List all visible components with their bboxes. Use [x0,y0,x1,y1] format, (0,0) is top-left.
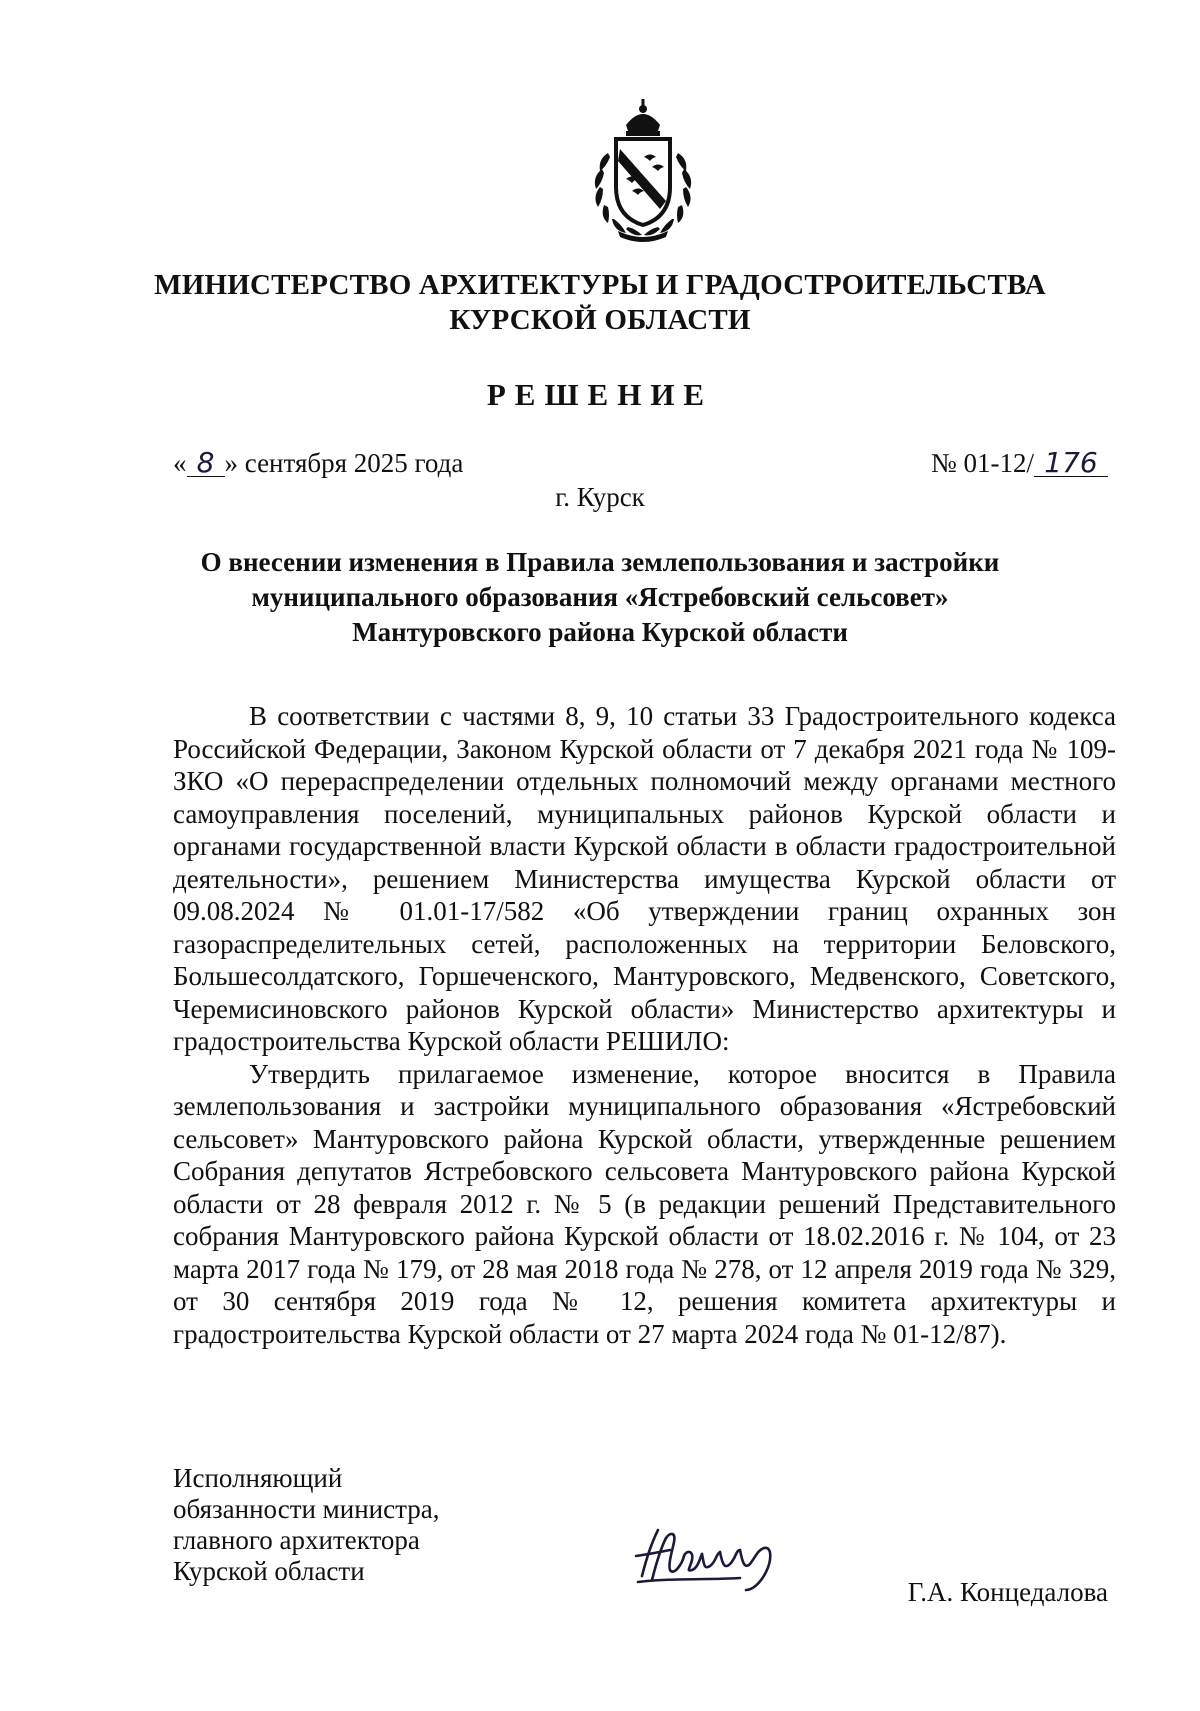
subject-line3: Мантуровского района Курской области [352,617,848,647]
number-handwritten: 176 [1034,450,1108,477]
date-open-quote: « [173,448,187,478]
signer-name: Г.А. Концедалова [907,1577,1108,1607]
coat-of-arms-icon [568,95,718,245]
decision-body [173,700,1116,1350]
date-day-handwritten: 8 [187,450,225,477]
body-paragraph-2: Утвердить прилагаемое изменение, которое вносится в Правила землепользования и застройки муниципального образования «Ястребовский сельсовет» Мантуровского района Курской области, утвержденные решением Собрания депутатов Ястребовского сельсовета Мантуровского района Курской области от 28 февраля 2012 г. № 5 (в редакции решений Представительного собрания Мантуровского района Курской области от 18.02.2016 г. № 104, от 23 марта 2017 года № 179, от 28 мая 2018 года № 278, от 12 апреля 2019 года № 329, от 30 сентября 2019 года № 12, решения комитета архитектуры и градостроительства Курской области от 27 марта 2024 года № 01-12/87). [173,1058,1116,1349]
signatory-title-line2: обязанности министра, [173,1494,440,1524]
org-title-line1: МИНИСТЕРСТВО АРХИТЕКТУРЫ И ГРАДОСТРОИТЕЛЬСТВА [154,269,1046,301]
decision-number [931,447,1108,479]
decision-subject [150,545,1050,650]
org-title-line2: КУРСКОЙ ОБЛАСТИ [449,304,751,336]
date-month-year: » сентября 2025 года [224,448,464,478]
number-prefix: № 01-12/ [930,448,1034,478]
city-line: г. Курск [555,482,645,512]
subject-line2: муниципального образования «Ястребовский сельсовет» [251,582,949,612]
decision-date [173,447,463,479]
signatory-title-line4: Курской области [173,1556,365,1586]
handwritten-signature-icon [630,1520,805,1595]
document-type-heading: РЕШЕНИЕ [486,377,714,412]
body-paragraph-1: В соответствии с частями 8, 9, 10 статьи 33 Градостроительного кодекса Российской Федерации, Законом Курской области от 7 декабря 2021 года № 109-ЗКО «О перераспределении отдельных полномочий между органами местного самоуправления поселений, муниципальных районов Курской области и органами государственной власти Курской области в области градостроительной деятельности», решением Министерства имущества Курской области от 09.08.2024 № 01.01-17/582 «Об утверждении границ охранных зон газораспределительных сетей, расположенных на территории Беловского, Большесолдатского, Горшеченского, Мантуровского, Медвенского, Советского, Черемисиновского районов Курской области» Министерство архитектуры и градостроительства Курской области РЕШИЛО: [173,701,1116,1056]
signatory-title-line3: главного архитектора [173,1525,420,1555]
signatory-title [173,1463,439,1587]
subject-line1: О внесении изменения в Правила землепользования и застройки [200,547,1000,577]
signatory-title-line1: Исполняющий [173,1463,343,1493]
